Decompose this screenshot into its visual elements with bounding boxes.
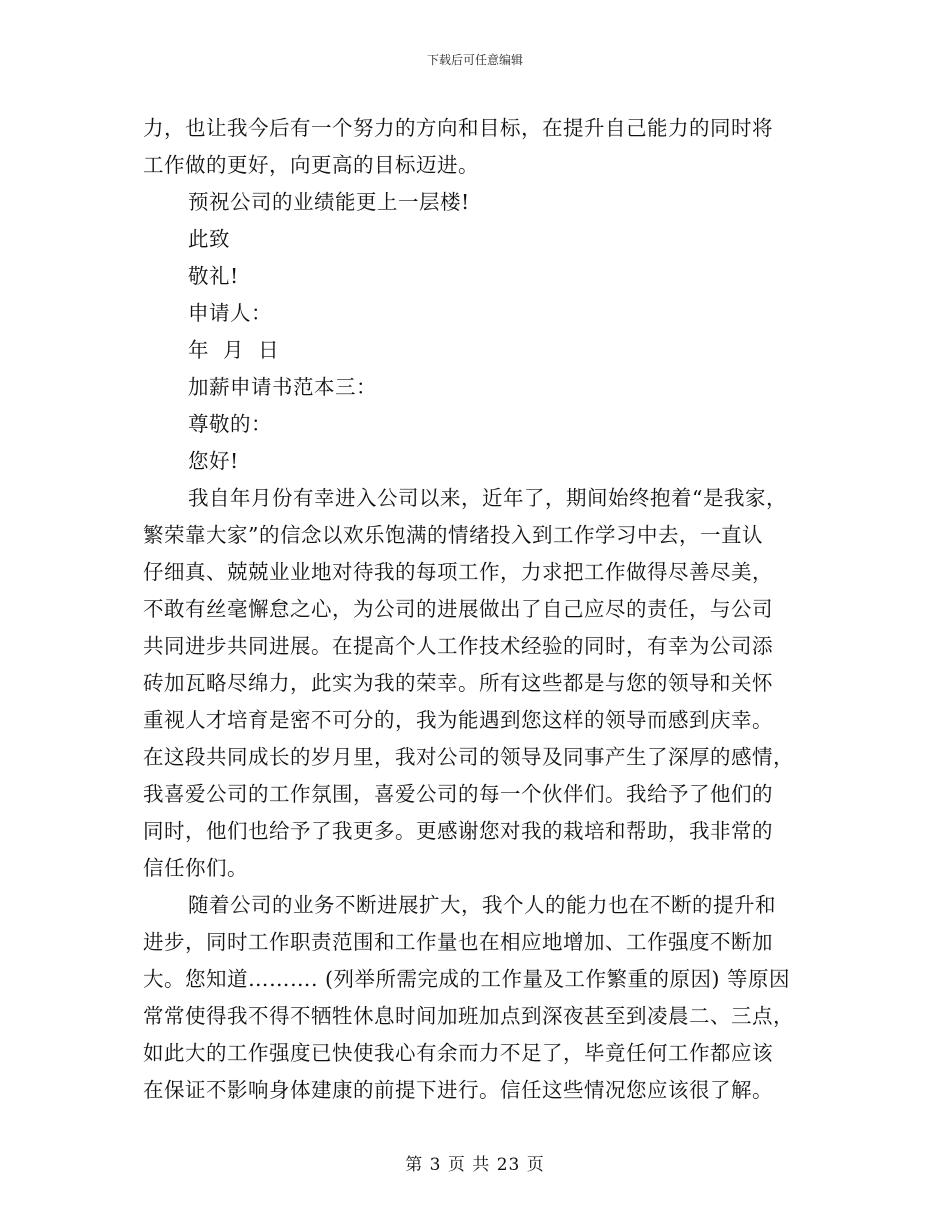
- body-line: 工作做的更好，向更高的目标迈进。: [143, 153, 479, 177]
- body-line: 随着公司的业务不断进展扩大，我个人的能力也在不断的提升和: [188, 893, 776, 917]
- applicant-label: 申请人：: [188, 301, 272, 325]
- body-line: 不敢有丝毫懈怠之心，为公司的进展做出了自己应尽的责任，与公司: [143, 597, 773, 621]
- body-line: 常常使得我不得不牺牲休息时间加班加点到深夜甚至到凌晨二、三点，: [143, 1004, 794, 1028]
- body-line: 在保证不影响身体建康的前提下进行。信任这些情况您应该很了解。: [143, 1078, 773, 1102]
- body-line: 力，也让我今后有一个努力的方向和目标，在提升自己能力的同时将: [143, 116, 773, 140]
- body-line: 重视人才培育是密不可分的，我为能遇到您这样的领导而感到庆幸。: [143, 708, 773, 732]
- body-line: 如此大的工作强度已快使我心有余而力不足了，毕竟任何工作都应该: [143, 1041, 773, 1065]
- body-line: 进步，同时工作职责范围和工作量也在相应地增加、工作强度不断加: [143, 930, 773, 954]
- greeting-line: 尊敬的：: [188, 412, 272, 436]
- page-header: 下载后可任意编辑: [426, 53, 523, 67]
- body-line: 共同进步共同进展。在提高个人工作技术经验的同时，有幸为公司添: [143, 634, 773, 658]
- page-footer: 第 3 页 共 23 页: [405, 1155, 545, 1175]
- body-line: 仔细真、兢兢业业地对待我的每项工作，力求把工作做得尽善尽美，: [143, 560, 773, 584]
- body-line: 砖加瓦略尽绵力，此实为我的荣幸。所有这些都是与您的领导和关怀: [143, 671, 773, 695]
- body-line: 在这段共同成长的岁月里，我对公司的领导及同事产生了深厚的感情，: [143, 745, 794, 769]
- document-body: [143, 110, 807, 1109]
- date-label: 年 月 日: [188, 338, 280, 362]
- salutation-line: 此致: [188, 227, 230, 251]
- body-line: 繁荣靠大家”的信念以欢乐饱满的情绪投入到工作学习中去，一直认: [143, 523, 763, 547]
- body-line: 我自年月份有幸进入公司以来，近年了，期间始终抱着“是我家，: [188, 486, 787, 510]
- salutation-line: 敬礼!: [188, 264, 239, 288]
- greeting-line: 您好!: [188, 449, 239, 473]
- body-line: 同时，他们也给予了我更多。更感谢您对我的栽培和帮助，我非常的: [143, 819, 773, 843]
- body-line: 信任你们。: [143, 856, 248, 880]
- body-line: 我喜爱公司的工作氛围，喜爱公司的每一个伙伴们。我给予了他们的: [143, 782, 773, 806]
- closing-wish: 预祝公司的业绩能更上一层楼!: [188, 190, 470, 214]
- section-title: 加薪申请书范本三：: [188, 375, 377, 399]
- body-line: 大。您知道………. (列举所需完成的工作量及工作繁重的原因) 等原因: [143, 967, 791, 991]
